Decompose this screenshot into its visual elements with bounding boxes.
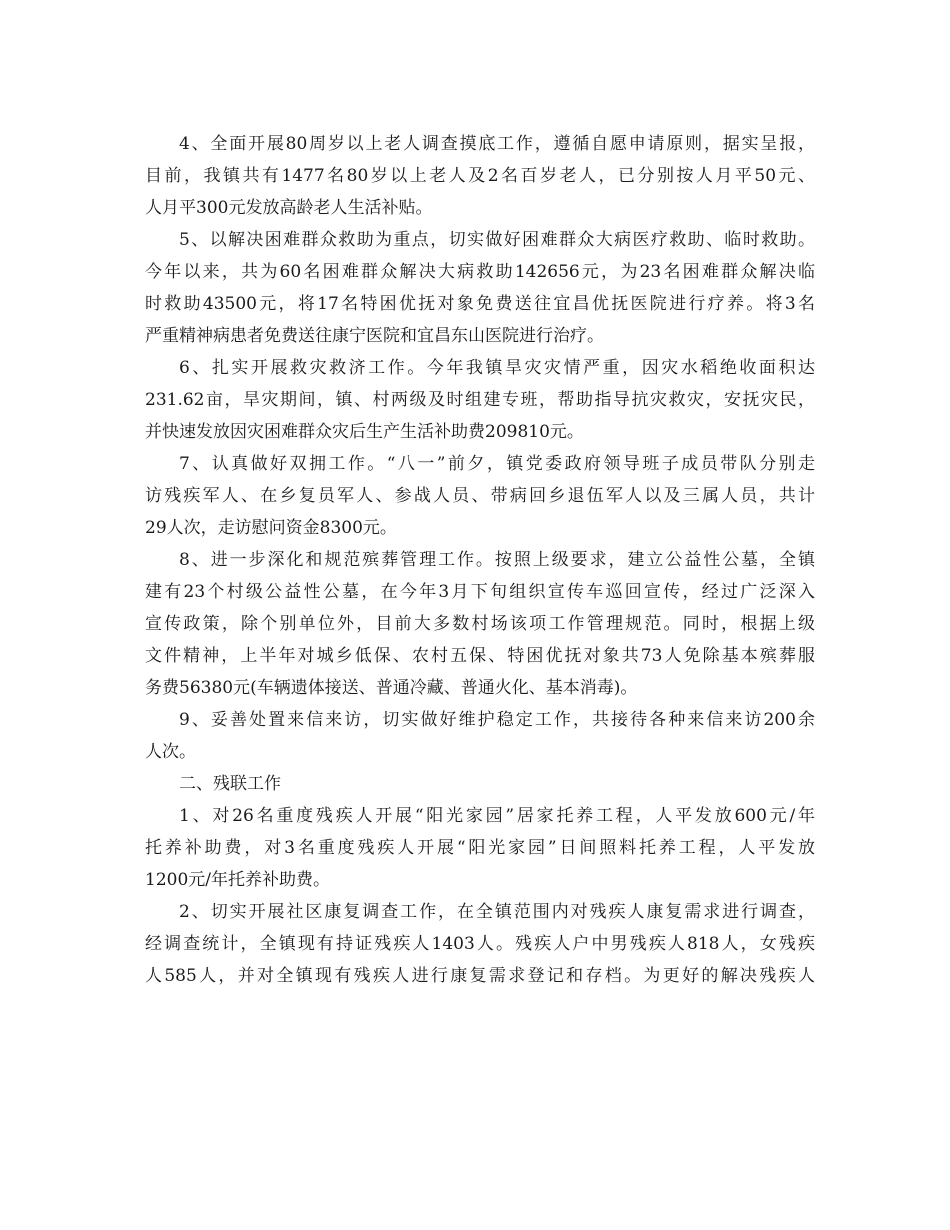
text-line: 7、认真做好双拥工作。“八一”前夕，镇党委政府领导班子成员带队分别走 bbox=[179, 454, 815, 474]
text-line: 访残疾军人、在乡复员军人、参战人员、带病回乡退伍军人以及三属人员，共计 bbox=[145, 486, 815, 506]
text-line: 5、以解决困难群众救助为重点，切实做好困难群众大病医疗救助、临时救助。 bbox=[179, 230, 815, 250]
text-line: 2、切实开展社区康复调查工作，在全镇范围内对残疾人康复需求进行调查， bbox=[179, 902, 815, 922]
text-line: 严重精神病患者免费送往康宁医院和宜昌东山医院进行治疗。 bbox=[145, 326, 604, 346]
text-line: 时救助43500元，将17名特困优抚对象免费送往宜昌优抚医院进行疗养。将3名 bbox=[145, 294, 815, 314]
text-line: 建有23个村级公益性公墓，在今年3月下旬组织宣传车巡回宣传，经过广泛深入 bbox=[145, 582, 815, 602]
text-line: 4、全面开展80周岁以上老人调查摸底工作，遵循自愿申请原则，据实呈报， bbox=[179, 134, 815, 154]
text-line: 人月平300元发放高龄老人生活补贴。 bbox=[145, 198, 433, 218]
text-line: 二、残联工作 bbox=[179, 774, 281, 794]
text-line: 务费56380元(车辆遗体接送、普通冷藏、普通火化、基本消毒)。 bbox=[145, 678, 638, 698]
text-line: 文件精神，上半年对城乡低保、农村五保、特困优抚对象共73人免除基本殡葬服 bbox=[145, 646, 815, 666]
text-line: 8、进一步深化和规范殡葬管理工作。按照上级要求，建立公益性公墓，全镇 bbox=[179, 550, 815, 570]
text-line: 1200元/年托养补助费。 bbox=[145, 870, 330, 890]
text-line: 宣传政策，除个别单位外，目前大多数村场该项工作管理规范。同时，根据上级 bbox=[145, 614, 815, 634]
text-line: 经调查统计，全镇现有持证残疾人1403人。残疾人户中男残疾人818人，女残疾 bbox=[145, 934, 815, 954]
text-line: 9、妥善处置来信来访，切实做好维护稳定工作，共接待各种来信来访200余 bbox=[179, 710, 815, 730]
document-body bbox=[145, 128, 815, 992]
text-line: 人585人，并对全镇现有残疾人进行康复需求登记和存档。为更好的解决残疾人 bbox=[145, 966, 815, 986]
text-line: 1、对26名重度残疾人开展“阳光家园”居家托养工程，人平发放600元/年 bbox=[179, 806, 815, 826]
text-line: 29人次，走访慰问资金8300元。 bbox=[145, 518, 397, 538]
text-line: 231.62亩，旱灾期间，镇、村两级及时组建专班，帮助指导抗灾救灾，安抚灾民， bbox=[145, 390, 815, 410]
text-line: 并快速发放因灾困难群众灾后生产生活补助费209810元。 bbox=[145, 422, 584, 442]
text-line: 人次。 bbox=[145, 742, 196, 762]
text-line: 今年以来，共为60名困难群众解决大病救助142656元，为23名困难群众解决临 bbox=[145, 262, 815, 282]
text-line: 目前，我镇共有1477名80岁以上老人及2名百岁老人，已分别按人月平50元、 bbox=[145, 166, 815, 186]
text-line: 托养补助费，对3名重度残疾人开展“阳光家园”日间照料托养工程，人平发放 bbox=[145, 838, 815, 858]
text-line: 6、扎实开展救灾救济工作。今年我镇旱灾灾情严重，因灾水稻绝收面积达 bbox=[179, 358, 815, 378]
